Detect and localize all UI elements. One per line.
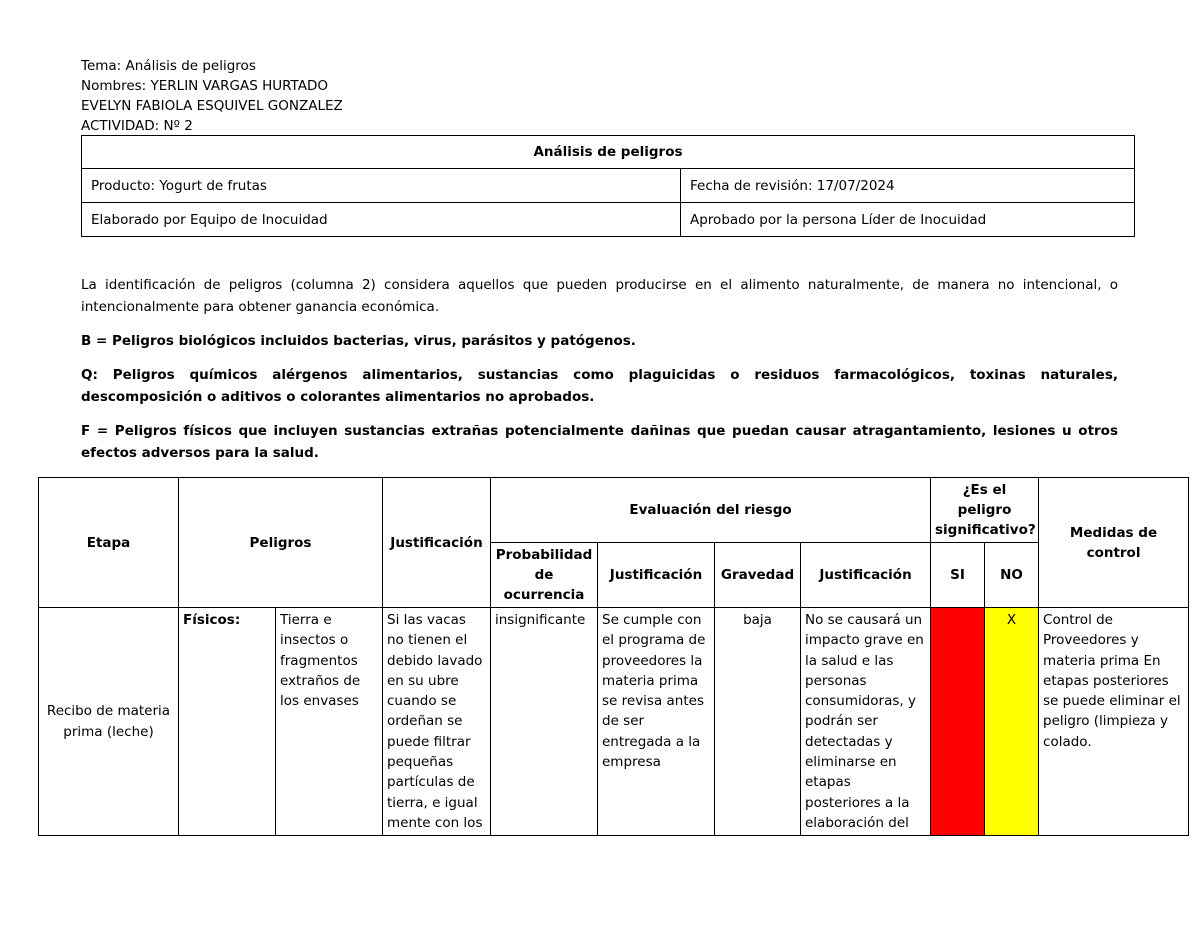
header-gravedad: Gravedad	[715, 543, 801, 608]
info-table	[81, 135, 1135, 237]
header-peligros: Peligros	[179, 478, 383, 608]
nombres-line: Nombres: YERLIN VARGAS HURTADO	[81, 78, 328, 94]
definition-f: F = Peligros físicos que incluyen sustancias extrañas potencialmente dañinas que puedan causar atragantamiento, lesiones u otros efectos adversos para la salud.	[81, 423, 1118, 461]
aprobado-cell: Aprobado por la persona Líder de Inocuidad	[681, 203, 1135, 237]
table-row	[39, 608, 1189, 836]
header-justificacion-3: Justificación	[801, 543, 931, 608]
actividad-line: ACTIVIDAD: Nº 2	[81, 118, 193, 134]
document-header	[81, 56, 343, 136]
justificacion-prob-cell: Se cumple con el programa de proveedores la materia prima se revisa antes de ser entregada a la empresa	[598, 608, 715, 836]
probabilidad-cell: insignificante	[491, 608, 598, 836]
peligro-tipo-cell: Físicos:	[179, 608, 276, 836]
header-medidas: Medidas de control	[1039, 478, 1189, 608]
header-justificacion-2: Justificación	[598, 543, 715, 608]
definition-b: B = Peligros biológicos incluidos bacterias, virus, parásitos y patógenos.	[81, 333, 636, 349]
header-evaluacion: Evaluación del riesgo	[491, 478, 931, 543]
elaborado-cell: Elaborado por Equipo de Inocuidad	[82, 203, 681, 237]
justificacion-grav-cell: No se causará un impacto grave en la salud e las personas consumidoras, y podrán ser detectadas y eliminarse en etapas posteriores a la elaboración del	[801, 608, 931, 836]
info-table-title: Análisis de peligros	[82, 136, 1135, 169]
producto-cell: Producto: Yogurt de frutas	[82, 169, 681, 203]
header-probabilidad: Probabilidad de ocurrencia	[491, 543, 598, 608]
gravedad-cell: baja	[715, 608, 801, 836]
header-no: NO	[985, 543, 1039, 608]
header-si: SI	[931, 543, 985, 608]
etapa-cell: Recibo de materia prima (leche)	[39, 608, 179, 836]
si-cell	[931, 608, 985, 836]
no-cell: X	[985, 608, 1039, 836]
header-etapa: Etapa	[39, 478, 179, 608]
intro-paragraph: La identificación de peligros (columna 2) considera aquellos que pueden producirse en el alimento naturalmente, de manera no intencional, o intencionalmente para obtener ganancia económica.	[81, 277, 1118, 315]
definitions	[81, 330, 1118, 476]
hazard-table	[38, 477, 1189, 836]
peligro-cell: Tierra e insectos o fragmentos extraños de los envases	[276, 608, 383, 836]
medidas-cell: Control de Proveedores y materia prima En etapas posteriores se puede eliminar el peligro (limpieza y colado.	[1039, 608, 1189, 836]
definition-q: Q: Peligros químicos alérgenos alimentarios, sustancias como plaguicidas o residuos farmacológicos, toxinas naturales, descomposición o aditivos o colorantes alimentarios no aprobados.	[81, 367, 1118, 405]
nombre2-line: EVELYN FABIOLA ESQUIVEL GONZALEZ	[81, 98, 343, 114]
fecha-cell: Fecha de revisión: 17/07/2024	[681, 169, 1135, 203]
header-significativo: ¿Es el peligro significativo?	[931, 478, 1039, 543]
tema-line: Tema: Análisis de peligros	[81, 58, 256, 74]
header-justificacion: Justificación	[383, 478, 491, 608]
justificacion-cell: Si las vacas no tienen el debido lavado en su ubre cuando se ordeñan se puede filtrar pequeñas partículas de tierra, e igual mente con los	[383, 608, 491, 836]
